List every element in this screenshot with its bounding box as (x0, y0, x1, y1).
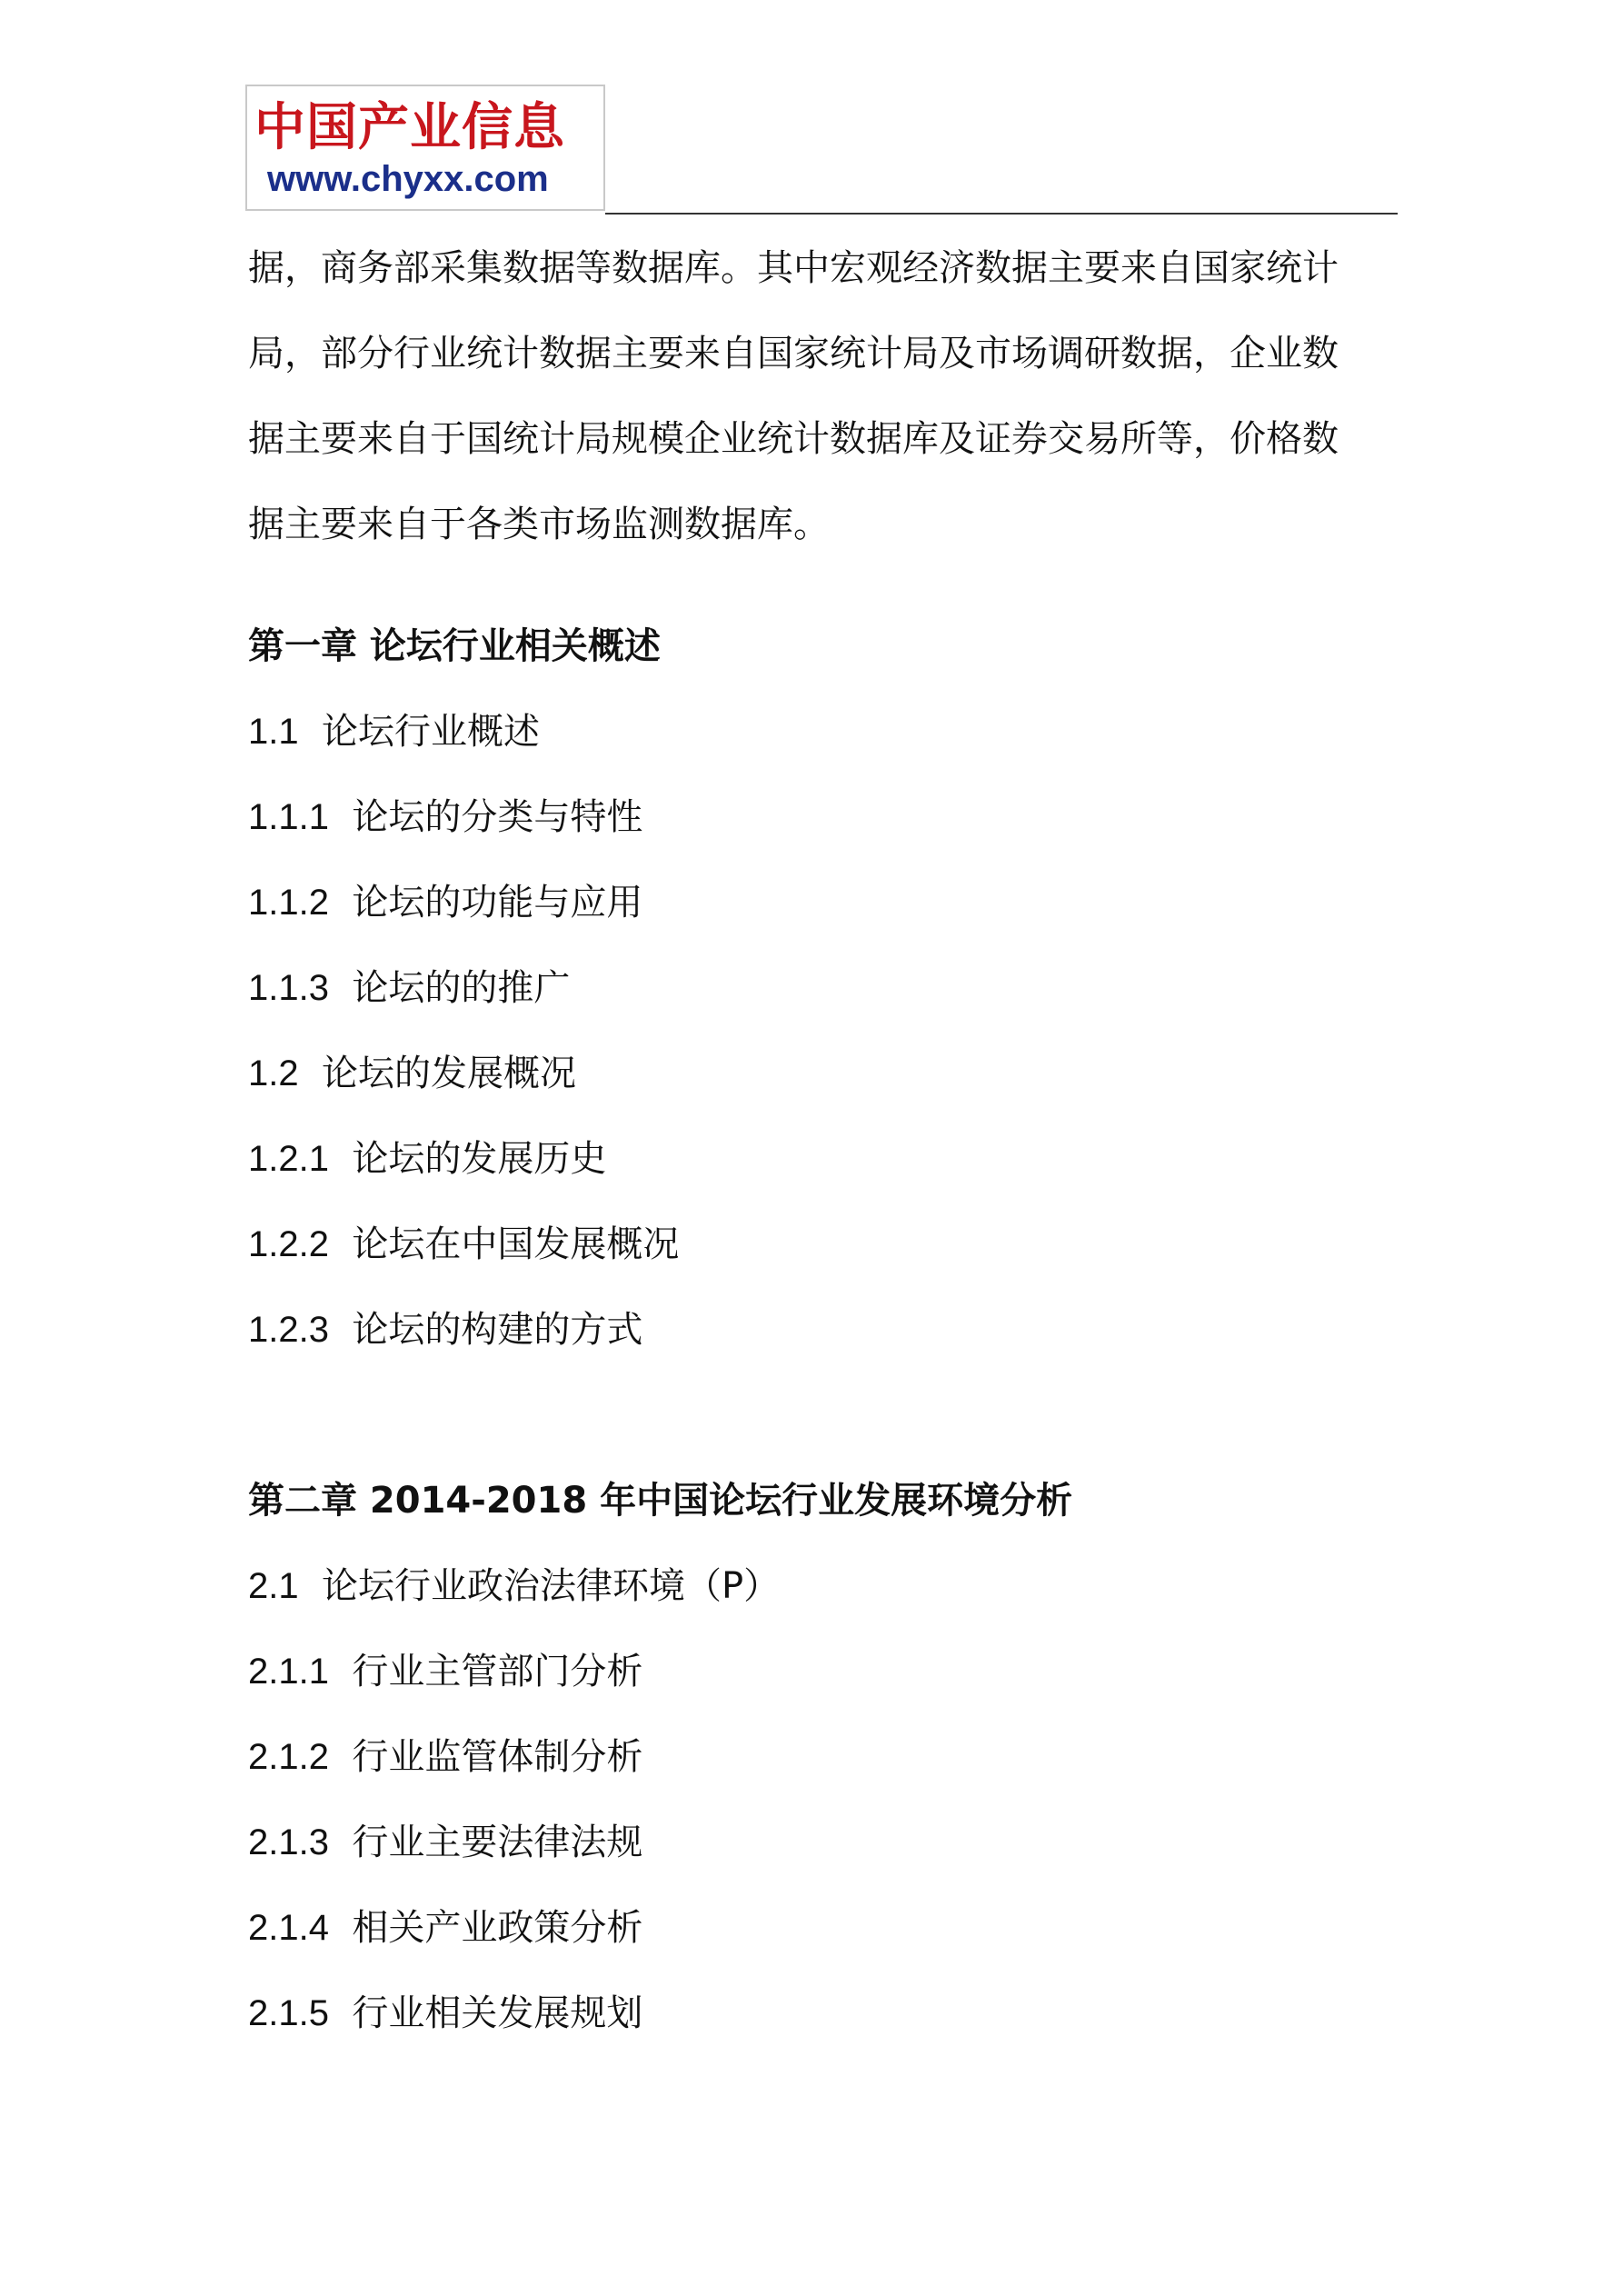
toc-item-title: 论坛的发展历史 (352, 1138, 607, 1180)
chapter-1-section (248, 604, 1399, 1373)
toc-item (248, 860, 1399, 945)
toc-item-number: 2.1.3 (248, 1822, 329, 1862)
logo-url-text: www.chyxx.com (267, 159, 549, 199)
chapter-1-heading: 第一章 论坛行业相关概述 (248, 625, 661, 667)
intro-line: 据主要来自于各类市场监测数据库。 (248, 504, 830, 545)
logo-chinese-text: 中国产业信息 (254, 98, 565, 157)
toc-item-title: 论坛的分类与特性 (352, 796, 643, 838)
toc-item-number: 1.2.3 (248, 1310, 329, 1350)
intro-line: 局，部分行业统计数据主要来自国家统计局及市场调研数据，企业数 (248, 333, 1339, 374)
toc-item-number: 2.1.4 (248, 1908, 329, 1948)
toc-item-title: 行业主要法律法规 (352, 1822, 643, 1863)
document-body (248, 225, 1399, 2056)
toc-item-number: 2.1 (248, 1566, 299, 1606)
toc-item-number: 1.2 (248, 1053, 299, 1093)
header-divider (605, 213, 1398, 215)
toc-item (248, 1971, 1399, 2056)
toc-item-title: 论坛的的推广 (352, 967, 571, 1009)
toc-item-title: 论坛的功能与应用 (352, 882, 643, 923)
toc-item-title: 论坛在中国发展概况 (352, 1223, 680, 1265)
toc-item-number: 1.1 (248, 712, 299, 752)
toc-item-title: 论坛的发展概况 (322, 1053, 577, 1094)
toc-item-number: 1.1.3 (248, 968, 329, 1008)
toc-item-title: 论坛行业政治法律环境（P） (322, 1565, 781, 1607)
chapter-2-heading: 第二章 2014-2018 年中国论坛行业发展环境分析 (248, 1480, 1073, 1522)
toc-item (248, 1116, 1399, 1202)
toc-item-title: 行业主管部门分析 (352, 1651, 643, 1692)
toc-item (248, 1202, 1399, 1287)
toc-item-number: 1.2.2 (248, 1224, 329, 1264)
toc-item (248, 1800, 1399, 1885)
toc-item (248, 1714, 1399, 1800)
toc-item-title: 行业相关发展规划 (352, 1992, 643, 2034)
chapter-2-section (248, 1458, 1399, 2056)
toc-item-number: 1.1.1 (248, 797, 329, 837)
toc-item-number: 2.1.2 (248, 1737, 329, 1777)
toc-item-number: 1.2.1 (248, 1139, 329, 1179)
intro-paragraph (248, 225, 1399, 567)
intro-line: 据主要来自于国统计局规模企业统计数据库及证券交易所等，价格数 (248, 418, 1339, 460)
toc-item (248, 774, 1399, 860)
toc-item (248, 1629, 1399, 1714)
toc-item (248, 1885, 1399, 1971)
toc-item-title: 论坛的构建的方式 (352, 1309, 643, 1351)
intro-line: 据，商务部采集数据等数据库。其中宏观经济数据主要来自国家统计 (248, 247, 1339, 289)
toc-item-title: 相关产业政策分析 (352, 1907, 643, 1949)
toc-item (248, 1543, 1399, 1629)
toc-item (248, 945, 1399, 1031)
toc-item (248, 689, 1399, 774)
toc-item (248, 1031, 1399, 1116)
toc-item-title: 论坛行业概述 (322, 711, 541, 753)
site-logo (245, 85, 605, 211)
toc-item-number: 2.1.5 (248, 1993, 329, 2033)
toc-item-number: 1.1.2 (248, 883, 329, 923)
toc-item-title: 行业监管体制分析 (352, 1736, 643, 1778)
toc-item-number: 2.1.1 (248, 1652, 329, 1692)
toc-item (248, 1287, 1399, 1373)
